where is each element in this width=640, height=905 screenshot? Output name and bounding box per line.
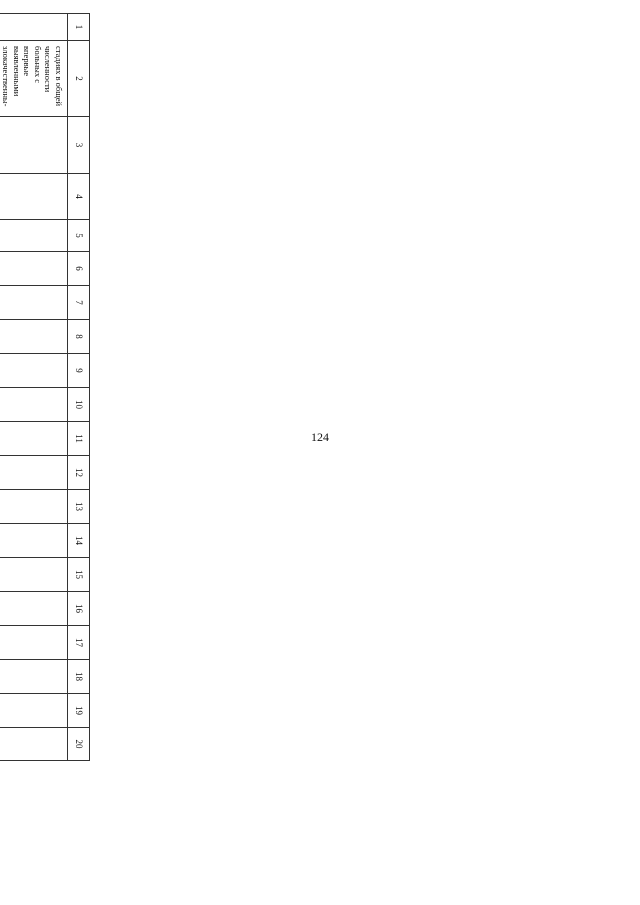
empty-cell (0, 455, 68, 489)
empty-cell (0, 625, 68, 659)
empty-cell (0, 523, 68, 557)
column-number-cell: 16 (68, 591, 90, 625)
text-line: больных с (33, 46, 43, 83)
text-line: выявленными (12, 46, 22, 97)
column-number-row (68, 13, 90, 885)
empty-cell (0, 251, 68, 285)
column-number-cell: 10 (68, 387, 90, 421)
empty-cell (0, 285, 68, 319)
text-line: стадиях в общей (54, 46, 64, 107)
empty-cell (0, 13, 68, 40)
column-number-cell: 11 (68, 421, 90, 455)
empty-cell (0, 557, 68, 591)
text-line: численности (43, 46, 54, 93)
column-number-cell: 14 (68, 523, 90, 557)
continued-indicator-row (0, 13, 68, 885)
column-number-cell: 1 (68, 13, 90, 40)
column-number-cell: 12 (68, 455, 90, 489)
empty-cell (0, 591, 68, 625)
column-number-cell: 19 (68, 693, 90, 727)
empty-cell (0, 421, 68, 455)
column-number-cell: 4 (68, 173, 90, 219)
text-line (0, 46, 1, 113)
empty-cell (0, 489, 68, 523)
column-number-cell: 20 (68, 727, 90, 761)
empty-cell (0, 727, 68, 761)
indicator-name-cell (0, 40, 68, 116)
column-number-cell: 5 (68, 219, 90, 251)
empty-cell (0, 387, 68, 421)
column-number-cell: 6 (68, 251, 90, 285)
empty-cell (0, 693, 68, 727)
empty-cell (0, 659, 68, 693)
empty-cell (0, 319, 68, 353)
column-number-cell: 15 (68, 557, 90, 591)
column-number-cell: 9 (68, 353, 90, 387)
rotated-table-page (0, 13, 90, 885)
text-line: впервые (22, 46, 33, 77)
page-number: 124 (311, 430, 329, 444)
column-number-cell: 13 (68, 489, 90, 523)
column-number-cell: 17 (68, 625, 90, 659)
column-number-cell: 3 (68, 116, 90, 173)
empty-cell (0, 219, 68, 251)
empty-cell (0, 353, 68, 387)
empty-cell (0, 116, 68, 173)
column-number-cell: 2 (68, 40, 90, 116)
column-number-cell: 8 (68, 319, 90, 353)
empty-cell (0, 173, 68, 219)
column-number-cell: 7 (68, 285, 90, 319)
column-number-cell: 18 (68, 659, 90, 693)
text-line: злокачественны- (1, 46, 12, 107)
